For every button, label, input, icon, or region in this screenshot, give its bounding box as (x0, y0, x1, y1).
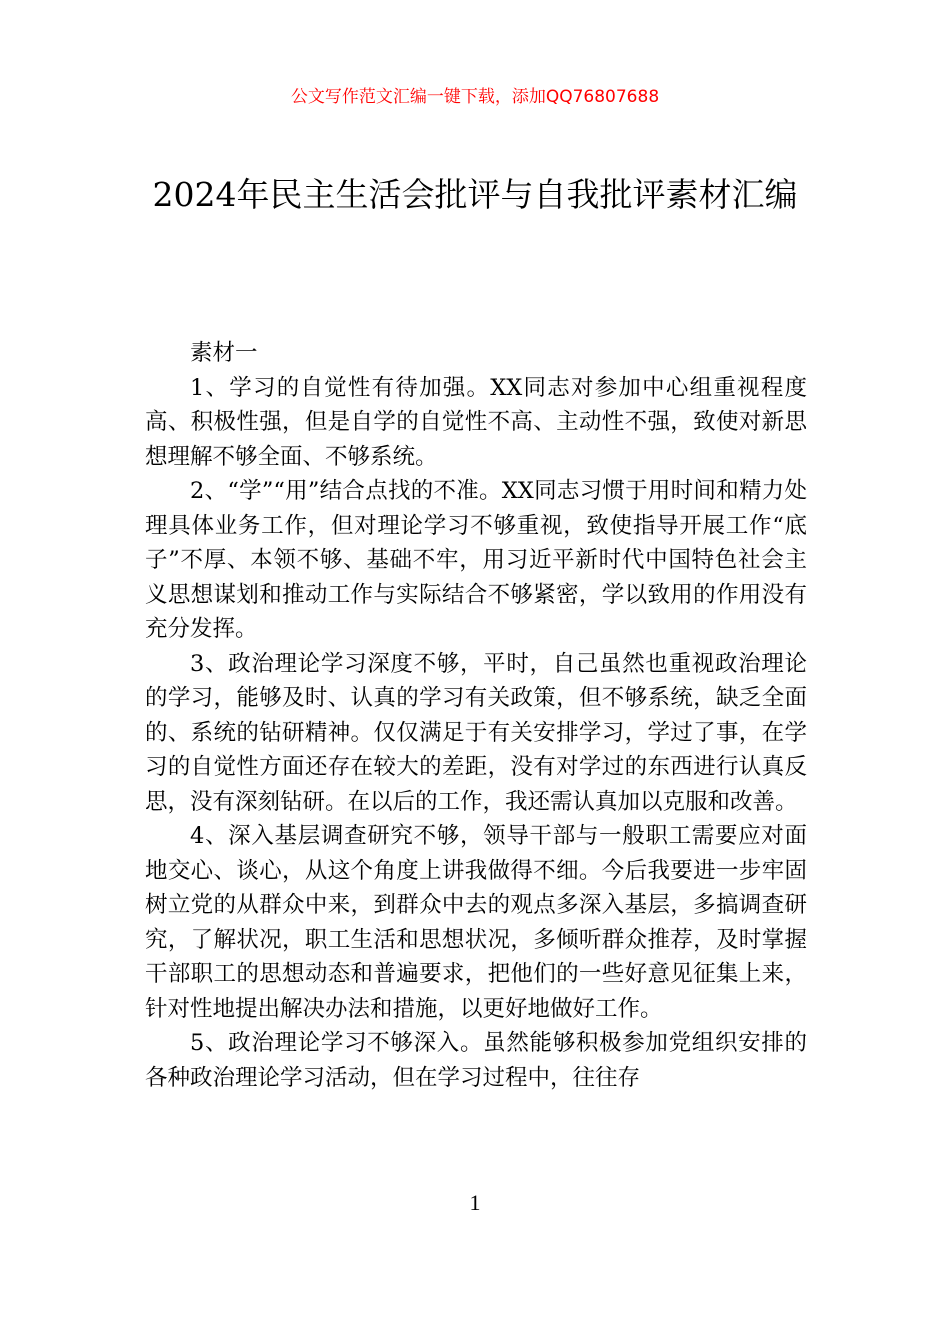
paragraph-1: 1、学习的自觉性有待加强。XX同志对参加中心组重视程度高、积极性强，但是自学的自觉性不高、主动性不强，致使对新思想理解不够全面、不够系统。 (145, 374, 807, 470)
paragraph-4: 4、深入基层调查研究不够，领导干部与一般职工需要应对面地交心、谈心，从这个角度上讲我做得不细。今后我要进一步牢固树立党的从群众中来，到群众中去的观点多深入基层，多搞调查研究，了解状况，职工生活和思想状况，多倾听群众推荐，及时掌握干部职工的思想动态和普遍要求，把他们的一些好意见征集上来，针对性地提出解决办法和措施，以更好地做好工作。 (145, 823, 807, 1022)
download-note: 公文写作范文汇编一键下载，添加QQ76807688 (290, 87, 660, 107)
section-heading: 素材一 (190, 340, 258, 366)
paragraph-2: 2、“学”“用”结合点找的不准。XX同志习惯于用时间和精力处理具体业务工作，但对理论学习不够重视，致使指导开展工作“底子”不厚、本领不够、基础不牢，用习近平新时代中国特色社会主义思想谋划和推动工作与实际结合不够紧密，学以致用的作用没有充分发挥。 (145, 478, 807, 642)
paragraph-5: 5、政治理论学习不够深入。虽然能够积极参加党组织安排的各种政治理论学习活动，但在学习过程中，往往存 (145, 1030, 807, 1091)
document-body (145, 336, 807, 1095)
paragraph-3: 3、政治理论学习深度不够，平时，自己虽然也重视政治理论的学习，能够及时、认真的学习有关政策，但不够系统，缺乏全面的、系统的钻研精神。仅仅满足于有关安排学习，学过了事，在学习的自觉性方面还存在较大的差距，没有对学过的东西进行认真反思，没有深刻钻研。在以后的工作，我还需认真加以克服和改善。 (145, 650, 807, 815)
document-title: 2024年民主生活会批评与自我批评素材汇编 (152, 175, 798, 214)
page-number: 1 (469, 1190, 481, 1215)
